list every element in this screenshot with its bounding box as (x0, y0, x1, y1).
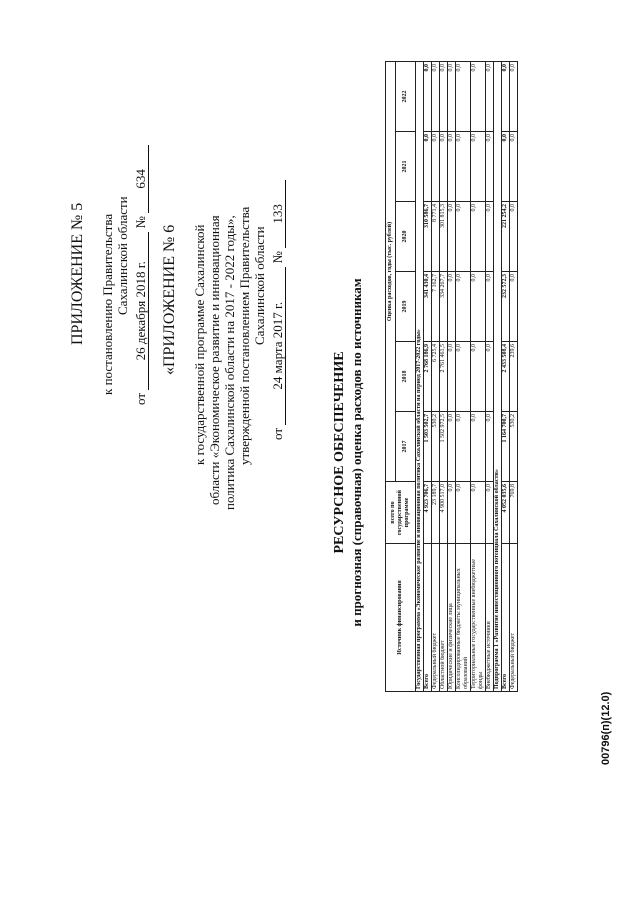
header-total: всего по государственной программе (386, 482, 416, 544)
section-row (494, 61, 502, 691)
row-value: 0,0 (456, 202, 471, 272)
table-row (440, 61, 448, 691)
appendix5-date: 26 декабря 2018 г. (133, 232, 149, 390)
row-value: 0,0 (510, 202, 518, 272)
row-value: 7 162,7 (432, 272, 440, 342)
row-value: 0,0 (486, 132, 494, 202)
appendix6-line4: утвержденной постановлением Правительства (237, 206, 252, 465)
header-year: 2022 (396, 61, 416, 131)
row-value: 334 267,7 (440, 272, 448, 342)
row-value: 0,0 (471, 272, 486, 342)
table-row (448, 61, 456, 691)
resource-table (385, 61, 518, 692)
row-value: 0,0 (471, 132, 486, 202)
table-row (432, 61, 440, 691)
table-row (486, 61, 494, 691)
row-value: 0,0 (502, 61, 510, 131)
row-value: 2 761 461,5 (440, 342, 448, 412)
row-value: 0,0 (456, 412, 471, 482)
row-value: 0,0 (456, 61, 471, 131)
row-value: 232 572,3 (502, 272, 510, 342)
row-value: 1 503 502,7 (424, 412, 432, 482)
header-year: 2018 (396, 342, 416, 412)
row-value: 1 502 972,5 (440, 412, 448, 482)
appendix5-line1: к постановлению Правительства (100, 213, 115, 395)
row-value: 0,0 (448, 272, 456, 342)
row-value: 0,0 (432, 61, 440, 131)
row-value: 2 768 186,9 (424, 342, 432, 412)
row-value: 0,0 (486, 61, 494, 131)
row-value: 8 771,4 (432, 202, 440, 272)
row-value: 0,0 (471, 412, 486, 482)
row-value: 0,0 (448, 412, 456, 482)
row-label: Областной бюджет (440, 544, 448, 692)
section-row (416, 61, 424, 691)
row-value: 0,0 (486, 482, 494, 544)
row-label: Всего (424, 544, 432, 692)
footer-code: 00796(п)(12.0) (600, 691, 612, 765)
row-value: 0,0 (440, 132, 448, 202)
header-year: 2017 (396, 412, 416, 482)
row-value: 0,0 (486, 272, 494, 342)
heading-title: РЕСУРСНОЕ ОБЕСПЕЧЕНИЕ (332, 351, 347, 554)
row-value: 2 433 508,4 (502, 342, 510, 412)
row-value: 0,0 (486, 412, 494, 482)
row-value: 221 254,2 (502, 202, 510, 272)
row-value: 0,0 (448, 342, 456, 412)
appendix6-line5: Сахалинской области (252, 226, 267, 345)
row-value: 0,0 (471, 482, 486, 544)
header-source: Источник финансирования (386, 544, 416, 692)
row-value: 0,0 (510, 272, 518, 342)
row-value: 0,0 (471, 61, 486, 131)
row-value: 0,0 (471, 342, 486, 412)
table-row (456, 61, 471, 691)
appendix5-line2: Сахалинской области (115, 196, 130, 315)
row-label: Консолидированные бюджеты муниципальных образований (456, 544, 471, 692)
appendix5-number: 634 (133, 145, 149, 213)
row-value: 0,0 (440, 61, 448, 131)
row-value: 0,0 (502, 132, 510, 202)
appendix5-from-label: от (133, 392, 148, 405)
row-value: 4 052 035,6 (502, 482, 510, 544)
heading-subtitle: и прогнозная (справочная) оценка расходов по источникам (349, 278, 364, 627)
row-value: 239,6 (510, 342, 518, 412)
table-row (510, 61, 518, 691)
row-value: 0,0 (432, 132, 440, 202)
row-value: 530,2 (510, 412, 518, 482)
row-value: 530,2 (432, 412, 440, 482)
appendix6-number: 133 (270, 180, 286, 248)
row-value: 0,0 (456, 482, 471, 544)
row-value: 0,0 (510, 132, 518, 202)
header-estimate: Оценка расходов, годы (тыс. рублей) (386, 61, 396, 481)
row-value: 0,0 (448, 482, 456, 544)
row-label: Государственная программа «Экономическое развитие и инновационная политика Сахалинской области на период 2017-2022 годы» (416, 61, 424, 691)
appendix5-number-label: № (133, 216, 148, 229)
row-label: Федеральный бюджет (510, 544, 518, 692)
appendix5-date-line (133, 145, 149, 405)
row-value: 0,0 (486, 202, 494, 272)
header-year: 2019 (396, 272, 416, 342)
row-value: 0,0 (471, 202, 486, 272)
appendix6-number-label: № (270, 251, 285, 264)
appendix6-line3: политика Сахалинской области на 2017 - 2022 годы», (222, 215, 237, 510)
row-label: Всего (502, 544, 510, 692)
appendix6-line1: к государственной программе Сахалинской (192, 224, 207, 465)
row-value: 1 164 700,7 (502, 412, 510, 482)
row-value: 0,0 (424, 132, 432, 202)
row-value: 0,0 (424, 61, 432, 131)
appendix6-date: 24 марта 2017 г. (270, 267, 286, 425)
row-value: 0,0 (486, 342, 494, 412)
appendix6-title: «ПРИЛОЖЕНИЕ № 6 (161, 224, 178, 375)
appendix6-line2: области «Экономическое развитие и инновационная (207, 215, 222, 505)
row-value: 0,0 (448, 132, 456, 202)
row-value: 0,0 (510, 61, 518, 131)
appendix6-date-line (270, 180, 286, 440)
row-label: Федеральный бюджет (432, 544, 440, 692)
row-value: 0,0 (448, 202, 456, 272)
row-value: 4 900 517,0 (440, 482, 448, 544)
row-value: 769,8 (510, 482, 518, 544)
row-label: Юридические и физические лица (448, 544, 456, 692)
appendix6-from-label: от (270, 427, 285, 440)
row-label: Территориальные государственные внебюджетные фонды (471, 544, 486, 692)
row-value: 4 923 706,7 (424, 482, 432, 544)
row-label: Подпрограмма 1 «Развитие инвестиционного потенциала Сахалинской области» (494, 61, 502, 691)
row-value: 6 725,4 (432, 342, 440, 412)
appendix5-title: ПРИЛОЖЕНИЕ № 5 (69, 202, 86, 345)
row-label: Внебюджетные источники (486, 544, 494, 692)
row-value: 23 189,7 (432, 482, 440, 544)
table-row (424, 61, 432, 691)
row-value: 341 430,4 (424, 272, 432, 342)
header-year: 2021 (396, 132, 416, 202)
table-row (502, 61, 510, 691)
header-year: 2020 (396, 202, 416, 272)
row-value: 0,0 (456, 272, 471, 342)
row-value: 310 586,7 (424, 202, 432, 272)
row-value: 0,0 (456, 132, 471, 202)
row-value: 0,0 (456, 342, 471, 412)
table-body (416, 61, 518, 691)
table-row (471, 61, 486, 691)
row-value: 301 815,3 (440, 202, 448, 272)
row-value: 0,0 (448, 61, 456, 131)
